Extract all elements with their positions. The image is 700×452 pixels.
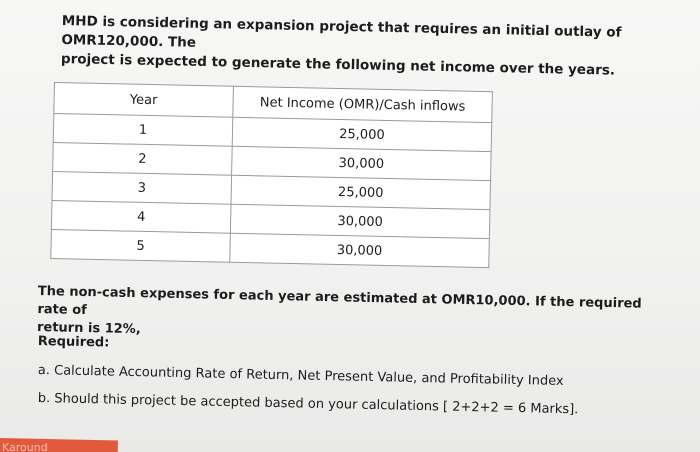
question-marker: b.: [37, 390, 51, 407]
bottom-partial-text: Karound: [2, 441, 48, 452]
paragraph-line-1: The non-cash expenses for each year are estimated at OMR10,000. If the required rate of: [37, 283, 642, 319]
required-heading: Required:: [37, 333, 110, 351]
paragraph-line-2: return is 12%,: [36, 319, 141, 338]
header-year: Year: [54, 83, 234, 118]
question-text: Calculate Accounting Rate of Return, Net Present Value, and Profitability Index: [53, 363, 564, 390]
question-text: Should this project be accepted based on your calculations [ 2+2+2 = 6 Marks].: [54, 391, 579, 418]
cell-income: 30,000: [230, 204, 490, 238]
cell-year: 3: [52, 171, 232, 204]
question-a: [38, 362, 658, 393]
cell-year: 4: [51, 200, 231, 233]
cell-year: 1: [53, 114, 233, 147]
cell-income: 25,000: [232, 117, 492, 151]
cell-year: 2: [53, 142, 233, 175]
cell-income: 30,000: [230, 233, 490, 267]
question-b: [38, 390, 658, 421]
cell-income: 25,000: [231, 175, 491, 209]
header-net-income: Net Income (OMR)/Cash inflows: [233, 86, 493, 122]
question-marker: a.: [37, 362, 51, 379]
intro-line-2: project is expected to generate the following net income over the years.: [60, 50, 616, 79]
income-table-wrapper: [50, 82, 493, 268]
intro-line-1: MHD is considering an expansion project that requires an initial outlay of OMR120,000. The: [61, 12, 622, 51]
income-table: [50, 82, 493, 268]
cell-year: 5: [51, 229, 231, 262]
cell-income: 30,000: [232, 146, 492, 180]
intro-text: [61, 12, 662, 82]
